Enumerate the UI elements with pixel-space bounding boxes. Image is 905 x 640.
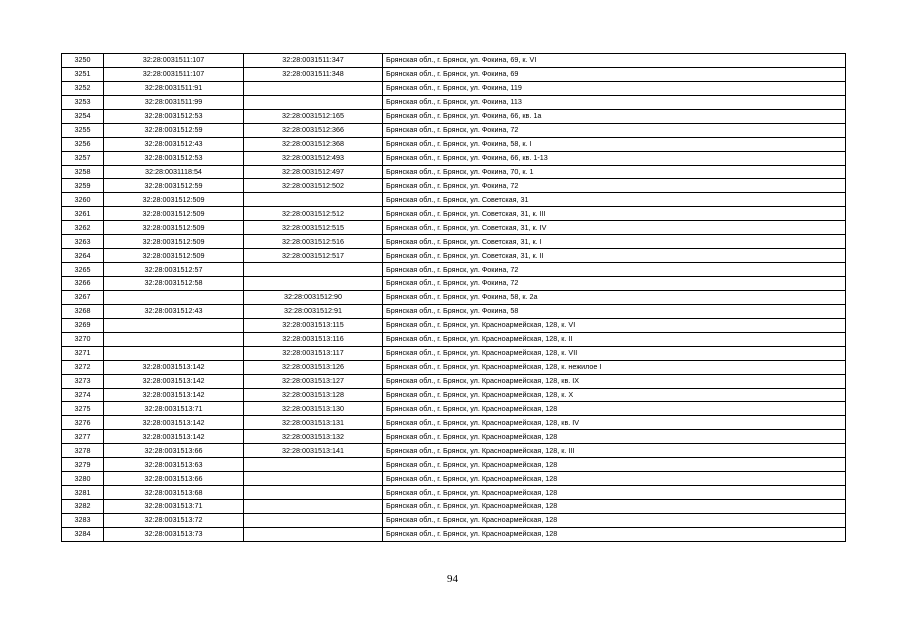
address-cell: Брянская обл., г. Брянск, ул. Фокина, 113 (383, 95, 846, 109)
address-cell: Брянская обл., г. Брянск, ул. Красноармейская, 128 (383, 402, 846, 416)
land-cadastral-cell: 32:28:0031513:142 (104, 430, 244, 444)
row-number-cell: 3250 (62, 54, 104, 68)
address-cell: Брянская обл., г. Брянск, ул. Фокина, 58, к. I (383, 137, 846, 151)
land-cadastral-cell: 32:28:0031513:142 (104, 360, 244, 374)
land-cadastral-cell: 32:28:0031513:142 (104, 416, 244, 430)
row-number-cell: 3252 (62, 81, 104, 95)
page-number: 94 (447, 573, 458, 585)
table-row (62, 123, 846, 137)
address-cell: Брянская обл., г. Брянск, ул. Красноармейская, 128, к. VI (383, 318, 846, 332)
address-cell: Брянская обл., г. Брянск, ул. Фокина, 72 (383, 123, 846, 137)
row-number-cell: 3268 (62, 304, 104, 318)
table-row (62, 109, 846, 123)
land-cadastral-cell: 32:28:0031511:107 (104, 54, 244, 68)
land-cadastral-cell: 32:28:0031512:509 (104, 207, 244, 221)
land-cadastral-cell: 32:28:0031512:43 (104, 137, 244, 151)
address-cell: Брянская обл., г. Брянск, ул. Красноармейская, 128 (383, 486, 846, 500)
row-number-cell: 3278 (62, 444, 104, 458)
address-cell: Брянская обл., г. Брянск, ул. Фокина, 58 (383, 304, 846, 318)
object-cadastral-cell: 32:28:0031512:515 (244, 221, 383, 235)
table-row (62, 346, 846, 360)
address-cell: Брянская обл., г. Брянск, ул. Фокина, 66, кв. 1-13 (383, 151, 846, 165)
table-row (62, 263, 846, 277)
object-cadastral-cell (244, 95, 383, 109)
land-cadastral-cell: 32:28:0031512:53 (104, 151, 244, 165)
row-number-cell: 3279 (62, 458, 104, 472)
object-cadastral-cell (244, 263, 383, 277)
table-row (62, 193, 846, 207)
object-cadastral-cell: 32:28:0031512:502 (244, 179, 383, 193)
row-number-cell: 3271 (62, 346, 104, 360)
object-cadastral-cell: 32:28:0031513:130 (244, 402, 383, 416)
row-number-cell: 3270 (62, 332, 104, 346)
address-cell: Брянская обл., г. Брянск, ул. Красноармейская, 128, к. VII (383, 346, 846, 360)
address-cell: Брянская обл., г. Брянск, ул. Красноармейская, 128, к. II (383, 332, 846, 346)
object-cadastral-cell (244, 81, 383, 95)
table-row (62, 513, 846, 527)
table-row (62, 444, 846, 458)
land-cadastral-cell: 32:28:0031512:53 (104, 109, 244, 123)
land-cadastral-cell: 32:28:0031512:43 (104, 304, 244, 318)
land-cadastral-cell (104, 318, 244, 332)
address-cell: Брянская обл., г. Брянск, ул. Фокина, 70, к. 1 (383, 165, 846, 179)
table-row (62, 179, 846, 193)
table-row (62, 54, 846, 68)
land-cadastral-cell: 32:28:0031513:71 (104, 402, 244, 416)
row-number-cell: 3255 (62, 123, 104, 137)
object-cadastral-cell (244, 527, 383, 541)
address-cell: Брянская обл., г. Брянск, ул. Красноармейская, 128 (383, 472, 846, 486)
land-cadastral-cell (104, 332, 244, 346)
row-number-cell: 3282 (62, 500, 104, 514)
row-number-cell: 3258 (62, 165, 104, 179)
land-cadastral-cell: 32:28:0031513:142 (104, 374, 244, 388)
table-row (62, 430, 846, 444)
row-number-cell: 3264 (62, 249, 104, 263)
row-number-cell: 3284 (62, 527, 104, 541)
object-cadastral-cell: 32:28:0031512:493 (244, 151, 383, 165)
address-cell: Брянская обл., г. Брянск, ул. Фокина, 72 (383, 263, 846, 277)
table-row (62, 137, 846, 151)
land-cadastral-cell: 32:28:0031511:91 (104, 81, 244, 95)
land-cadastral-cell: 32:28:0031513:142 (104, 388, 244, 402)
land-cadastral-cell: 32:28:0031512:509 (104, 249, 244, 263)
address-cell: Брянская обл., г. Брянск, ул. Фокина, 66, кв. 1а (383, 109, 846, 123)
row-number-cell: 3281 (62, 486, 104, 500)
object-cadastral-cell: 32:28:0031511:347 (244, 54, 383, 68)
row-number-cell: 3259 (62, 179, 104, 193)
object-cadastral-cell (244, 193, 383, 207)
table-row (62, 527, 846, 541)
row-number-cell: 3253 (62, 95, 104, 109)
row-number-cell: 3262 (62, 221, 104, 235)
land-cadastral-cell: 32:28:0031512:58 (104, 277, 244, 291)
address-cell: Брянская обл., г. Брянск, ул. Советская, 31, к. I (383, 235, 846, 249)
land-cadastral-cell (104, 290, 244, 304)
table-row (62, 165, 846, 179)
land-cadastral-cell: 32:28:0031512:59 (104, 179, 244, 193)
table-row (62, 67, 846, 81)
address-cell: Брянская обл., г. Брянск, ул. Красноармейская, 128, к. III (383, 444, 846, 458)
address-cell: Брянская обл., г. Брянск, ул. Фокина, 119 (383, 81, 846, 95)
object-cadastral-cell (244, 500, 383, 514)
register-table-body (62, 54, 846, 542)
object-cadastral-cell: 32:28:0031513:126 (244, 360, 383, 374)
land-cadastral-cell: 32:28:0031513:66 (104, 444, 244, 458)
address-cell: Брянская обл., г. Брянск, ул. Красноармейская, 128 (383, 513, 846, 527)
row-number-cell: 3267 (62, 290, 104, 304)
land-cadastral-cell: 32:28:0031513:66 (104, 472, 244, 486)
table-row (62, 500, 846, 514)
object-cadastral-cell (244, 513, 383, 527)
address-cell: Брянская обл., г. Брянск, ул. Красноармейская, 128 (383, 527, 846, 541)
row-number-cell: 3275 (62, 402, 104, 416)
row-number-cell: 3256 (62, 137, 104, 151)
object-cadastral-cell: 32:28:0031513:115 (244, 318, 383, 332)
table-row (62, 235, 846, 249)
row-number-cell: 3269 (62, 318, 104, 332)
table-row (62, 81, 846, 95)
land-cadastral-cell: 32:28:0031512:57 (104, 263, 244, 277)
land-cadastral-cell: 32:28:0031512:509 (104, 235, 244, 249)
object-cadastral-cell (244, 486, 383, 500)
land-cadastral-cell (104, 346, 244, 360)
address-cell: Брянская обл., г. Брянск, ул. Красноармейская, 128, к. нежилое I (383, 360, 846, 374)
object-cadastral-cell (244, 277, 383, 291)
land-cadastral-cell: 32:28:0031512:59 (104, 123, 244, 137)
row-number-cell: 3273 (62, 374, 104, 388)
address-cell: Брянская обл., г. Брянск, ул. Советская, 31, к. II (383, 249, 846, 263)
table-row (62, 472, 846, 486)
object-cadastral-cell: 32:28:0031511:348 (244, 67, 383, 81)
row-number-cell: 3277 (62, 430, 104, 444)
object-cadastral-cell: 32:28:0031513:141 (244, 444, 383, 458)
land-cadastral-cell: 32:28:0031511:99 (104, 95, 244, 109)
object-cadastral-cell: 32:28:0031512:517 (244, 249, 383, 263)
row-number-cell: 3265 (62, 263, 104, 277)
object-cadastral-cell: 32:28:0031512:512 (244, 207, 383, 221)
table-row (62, 318, 846, 332)
address-cell: Брянская обл., г. Брянск, ул. Советская, 31, к. III (383, 207, 846, 221)
object-cadastral-cell: 32:28:0031513:132 (244, 430, 383, 444)
table-row (62, 486, 846, 500)
object-cadastral-cell: 32:28:0031512:91 (244, 304, 383, 318)
table-row (62, 95, 846, 109)
address-cell: Брянская обл., г. Брянск, ул. Красноармейская, 128, кв. IV (383, 416, 846, 430)
object-cadastral-cell: 32:28:0031512:165 (244, 109, 383, 123)
object-cadastral-cell: 32:28:0031512:497 (244, 165, 383, 179)
land-cadastral-cell: 32:28:0031513:68 (104, 486, 244, 500)
row-number-cell: 3283 (62, 513, 104, 527)
table-row (62, 277, 846, 291)
row-number-cell: 3274 (62, 388, 104, 402)
address-cell: Брянская обл., г. Брянск, ул. Советская, 31 (383, 193, 846, 207)
table-row (62, 151, 846, 165)
address-cell: Брянская обл., г. Брянск, ул. Фокина, 72 (383, 277, 846, 291)
address-cell: Брянская обл., г. Брянск, ул. Красноармейская, 128 (383, 500, 846, 514)
object-cadastral-cell: 32:28:0031512:368 (244, 137, 383, 151)
land-cadastral-cell: 32:28:0031513:63 (104, 458, 244, 472)
land-cadastral-cell: 32:28:0031118:54 (104, 165, 244, 179)
row-number-cell: 3257 (62, 151, 104, 165)
object-cadastral-cell (244, 458, 383, 472)
address-cell: Брянская обл., г. Брянск, ул. Красноармейская, 128, кв. IX (383, 374, 846, 388)
object-cadastral-cell: 32:28:0031512:366 (244, 123, 383, 137)
row-number-cell: 3260 (62, 193, 104, 207)
address-cell: Брянская обл., г. Брянск, ул. Красноармейская, 128 (383, 458, 846, 472)
address-cell: Брянская обл., г. Брянск, ул. Фокина, 72 (383, 179, 846, 193)
row-number-cell: 3254 (62, 109, 104, 123)
address-cell: Брянская обл., г. Брянск, ул. Фокина, 69 (383, 67, 846, 81)
object-cadastral-cell: 32:28:0031513:117 (244, 346, 383, 360)
table-row (62, 249, 846, 263)
table-row (62, 207, 846, 221)
land-cadastral-cell: 32:28:0031513:71 (104, 500, 244, 514)
row-number-cell: 3266 (62, 277, 104, 291)
row-number-cell: 3272 (62, 360, 104, 374)
land-cadastral-cell: 32:28:0031512:509 (104, 221, 244, 235)
row-number-cell: 3261 (62, 207, 104, 221)
register-table (61, 53, 846, 542)
address-cell: Брянская обл., г. Брянск, ул. Советская, 31, к. IV (383, 221, 846, 235)
row-number-cell: 3251 (62, 67, 104, 81)
address-cell: Брянская обл., г. Брянск, ул. Красноармейская, 128, к. X (383, 388, 846, 402)
object-cadastral-cell: 32:28:0031513:128 (244, 388, 383, 402)
table-row (62, 402, 846, 416)
object-cadastral-cell (244, 472, 383, 486)
table-row (62, 332, 846, 346)
land-cadastral-cell: 32:28:0031513:73 (104, 527, 244, 541)
table-row (62, 416, 846, 430)
address-cell: Брянская обл., г. Брянск, ул. Красноармейская, 128 (383, 430, 846, 444)
object-cadastral-cell: 32:28:0031513:127 (244, 374, 383, 388)
land-cadastral-cell: 32:28:0031512:509 (104, 193, 244, 207)
table-row (62, 458, 846, 472)
address-cell: Брянская обл., г. Брянск, ул. Фокина, 69, к. VI (383, 54, 846, 68)
object-cadastral-cell: 32:28:0031513:116 (244, 332, 383, 346)
table-row (62, 360, 846, 374)
table-row (62, 388, 846, 402)
row-number-cell: 3280 (62, 472, 104, 486)
address-cell: Брянская обл., г. Брянск, ул. Фокина, 58, к. 2а (383, 290, 846, 304)
land-cadastral-cell: 32:28:0031513:72 (104, 513, 244, 527)
table-row (62, 290, 846, 304)
object-cadastral-cell: 32:28:0031512:516 (244, 235, 383, 249)
object-cadastral-cell: 32:28:0031512:90 (244, 290, 383, 304)
table-row (62, 374, 846, 388)
object-cadastral-cell: 32:28:0031513:131 (244, 416, 383, 430)
row-number-cell: 3263 (62, 235, 104, 249)
land-cadastral-cell: 32:28:0031511:107 (104, 67, 244, 81)
row-number-cell: 3276 (62, 416, 104, 430)
table-row (62, 304, 846, 318)
table-row (62, 221, 846, 235)
